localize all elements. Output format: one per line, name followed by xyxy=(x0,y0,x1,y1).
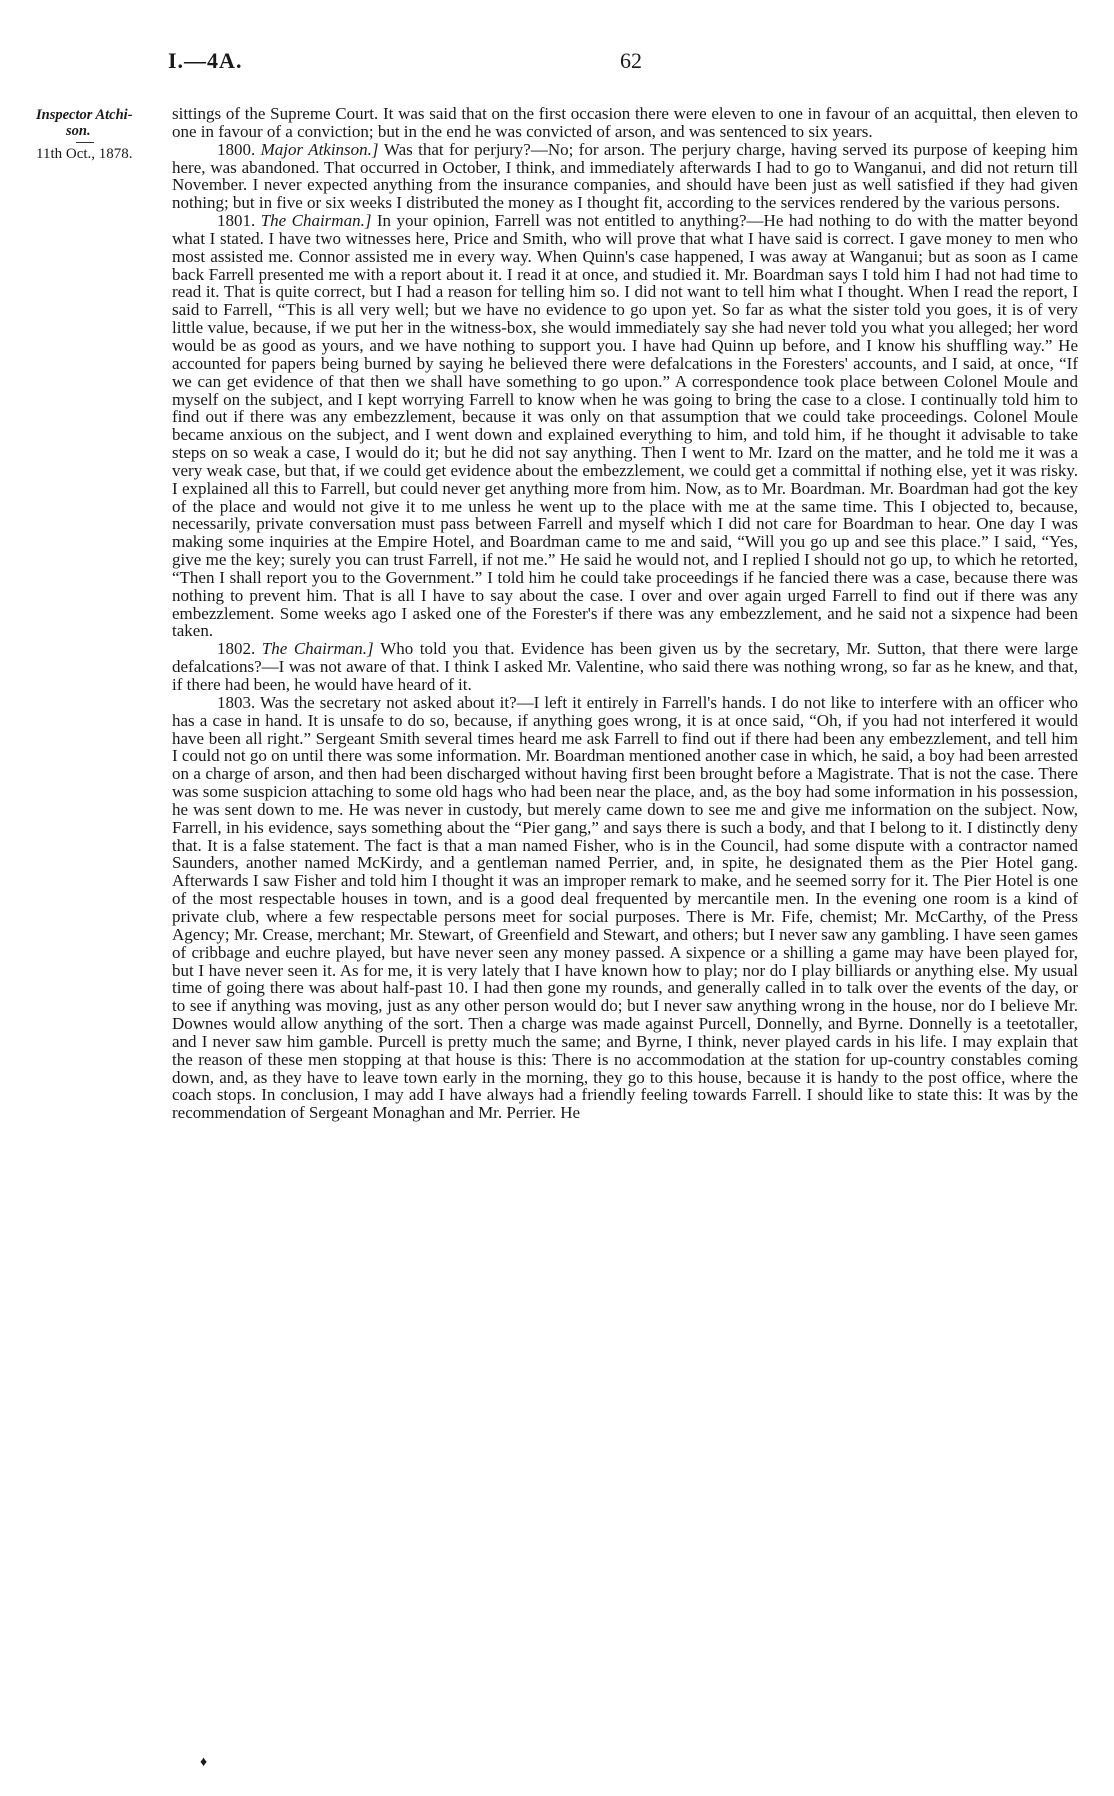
paragraph-text: Was that for perjury?—No; for arson. The perjury charge, having served its purpose of keeping him here, was abandoned. That occurred in October, I think, and immediately afterwards I had to go to Wanganui, and did not return till November. I never expected anything from the insurance companies, and should have been just as well satisfied if they had given nothing; but in five or six weeks I distributed the money as I thought fit, according to the services rendered by the various persons. xyxy=(172,139,1079,213)
hearing-date: 11th Oct., 1878. xyxy=(36,146,133,162)
paragraph-1802 xyxy=(172,640,1078,694)
paragraph-text: Who told you that. Evidence has been given us by the secretary, Mr. Sutton, that there were large defalcations?—I was not aware of that. I think I asked Mr. Valentine, who said there was nothing wrong, so far as he knew, and that, if there had been, he would have heard of it. xyxy=(172,639,1079,694)
paragraph-text: Was the secretary not asked about it?—I left it entirely in Farrell's hands. I do not like to interfere with an officer who has a case in hand. It is unsafe to do so, because, if anything goes wrong, it is at once said, “Oh, if you had not interfered it would have been all right.” Sergeant Smith several times heard me ask Farrell to find out if there had been any embezzlement, and tell him I could not go on until there was some information. Mr. Boardman mentioned another case in which, he said, a boy had been arrested on a charge of arson, and then had been discharged without having first been brought before a Magistrate. That is not the case. There was some suspicion attaching to some old hags who had been near the place, and, as the boy had some information in his possession, he was sent down to me. He was never in custody, but merely came down to see me and give me information on the subject. Now, Farrell, in his evidence, says something about the “Pier gang,” and says there is such a body, and that I belong to it. I distinctly deny that. It is a false statement. The fact is that a man named Fisher, who is in the Council, had some dispute with a contractor named Saunders, another named McKirdy, and a gentleman named Perrier, and, in spite, he designated them as the Pier Hotel gang. Afterwards I saw Fisher and told him I thought it was an improper remark to make, and he seemed sorry for it. The Pier Hotel is one of the most respectable houses in town, and is a good deal frequented by mercantile men. In the evening one room is a kind of private club, where a few respectable persons meet for social purposes. There is Mr. Fife, chemist; Mr. McCarthy, of the Press Agency; Mr. Crease, merchant; Mr. Stewart, of Greenfield and Stewart, and others; but I never saw any gambling. I have seen games of cribbage and euchre played, but have never seen any money passed. A sixpence or a shilling a game may have been played for, but I have never seen it. As for me, it is very lately that I have known how to play; nor do I play billiards or anything else. My usual time of going there was about half-past 10. I had then gone my rounds, and generally called in to talk over the events of the day, or to see if anything was moving, just as any other person would do; but I never saw anything wrong in the house, nor do I believe Mr. Downes would allow anything of the sort. Then a charge was made against Purcell, Donnelly, and Byrne. Donnelly is a teetotaller, and I never saw him gamble. Purcell is pretty much the same; and Byrne, I think, never played cards in his life. I may explain that the reason of these men stopping at that house is this: There is no accommodation at the station for up-country constables coming down, and, as they have to leave town early in the morning, they go to this house, because it is handy to the post office, where the coach stops. In conclusion, I may add I have always had a friendly feeling towards Farrell. I should like to state this: It was by the recommendation of Sergeant Monaghan and Mr. Perrier. He xyxy=(172,692,1078,1123)
speaker: Major Atkinson.] xyxy=(260,139,384,159)
paragraph-text: In your opinion, Farrell was not entitled to anything?—He had nothing to do with the matter beyond what I stated. I have two witnesses here, Price and Smith, who will prove that what I have said is correct. I gave money to men who most assisted me. Connor assisted me in every way. When Quinn's case happened, I was away at Wanganui; but as soon as I came back Farrell presented me with a report about it. I read it at once, and studied it. Mr. Boardman says I told him I had not had time to read it. That is quite correct, but I had a reason for telling him so. I did not want to tell him what I thought. When I read the report, I said to Farrell, “This is all very well; but we have no evidence to go upon yet. So far as what the sister told you goes, it is of very little value, because, if we put her in the witness-box, she would immediately say she had never told you what you alleged; her word would be as good as yours, and we have nothing to support you. I have had Quinn up before, and I know his shuffling way.” He accounted for papers being burned by saying he believed there were defalcations in the Foresters' accounts, and I said, at once, “If we can get evidence of that then we shall have something to go upon.” A correspondence took place between Colonel Moule and myself on the subject, and I kept worrying Farrell to know when he was going to bring the case to a close. I continually told him to find out if there was any embezzlement, because it was only on that assumption that we could take proceedings. Colonel Moule became anxious on the subject, and I went down and explained everything to him, and told him, if he thought it advisable to take steps on so weak a case, I would do it; but he did not say anything. Then I went to Mr. Izard on the matter, and he told me it was a very weak case, but that, if we could get evidence about the embezzlement, we could get a committal if nothing else, yet it was risky. I explained all this to Farrell, but could never get anything more from him. Now, as to Mr. Boardman. Mr. Boardman had got the key of the place and would not give it to me unless he went up to the place with me at the same time. This I objected to, because, necessarily, private conversation must pass between Farrell and myself which I did not care for Boardman to hear. One day I was making some inquiries at the Empire Hotel, and Boardman came to me and said, “Will you go up and see this place.” I said, “Yes, give me the key; surely you can trust Farrell, if not me.” He said he would not, and I replied I should not go up, to which he retorted, “Then I shall report you to the Government.” I told him he could take proceedings if he fancied there was a case, because there was nothing to prevent him. That is all I have to say about the case. I over and over again urged Farrell to find out if there was any embezzlement. Some weeks ago I asked one of the Forester's if there was any embezzlement, and he said not a sixpence had been taken. xyxy=(172,211,1079,641)
paragraph-1801 xyxy=(172,212,1078,640)
paragraph-continuation xyxy=(172,105,1078,141)
page-header xyxy=(0,48,1114,78)
paragraph-text: sittings of the Supreme Court. It was said that on the first occasion there were eleven to one in favour of an acquittal, then eleven to one in favour of a conviction; but in the end he was convicted of arson, and was sentenced to six years. xyxy=(172,104,1078,141)
question-number: 1802. xyxy=(217,639,262,659)
margin-divider xyxy=(76,142,94,143)
question-number: 1801. xyxy=(217,211,261,231)
margin-note xyxy=(36,107,166,162)
ink-speck-mark: ♦ xyxy=(200,1755,208,1770)
paragraph-1800 xyxy=(172,141,1078,212)
speaker: The Chairman.] xyxy=(261,639,381,659)
witness-name xyxy=(36,107,166,139)
witness-name-line2: son. xyxy=(66,123,91,139)
paper-reference: I.—4A. xyxy=(168,48,243,73)
question-number: 1800. xyxy=(217,139,261,159)
speaker: The Chairman.] xyxy=(260,211,377,231)
question-number: 1803. xyxy=(217,692,261,712)
witness-name-line1: Inspector Atchi- xyxy=(36,107,133,123)
body-text xyxy=(172,105,1078,1122)
paragraph-1803 xyxy=(172,694,1078,1122)
page-number: 62 xyxy=(620,48,642,73)
